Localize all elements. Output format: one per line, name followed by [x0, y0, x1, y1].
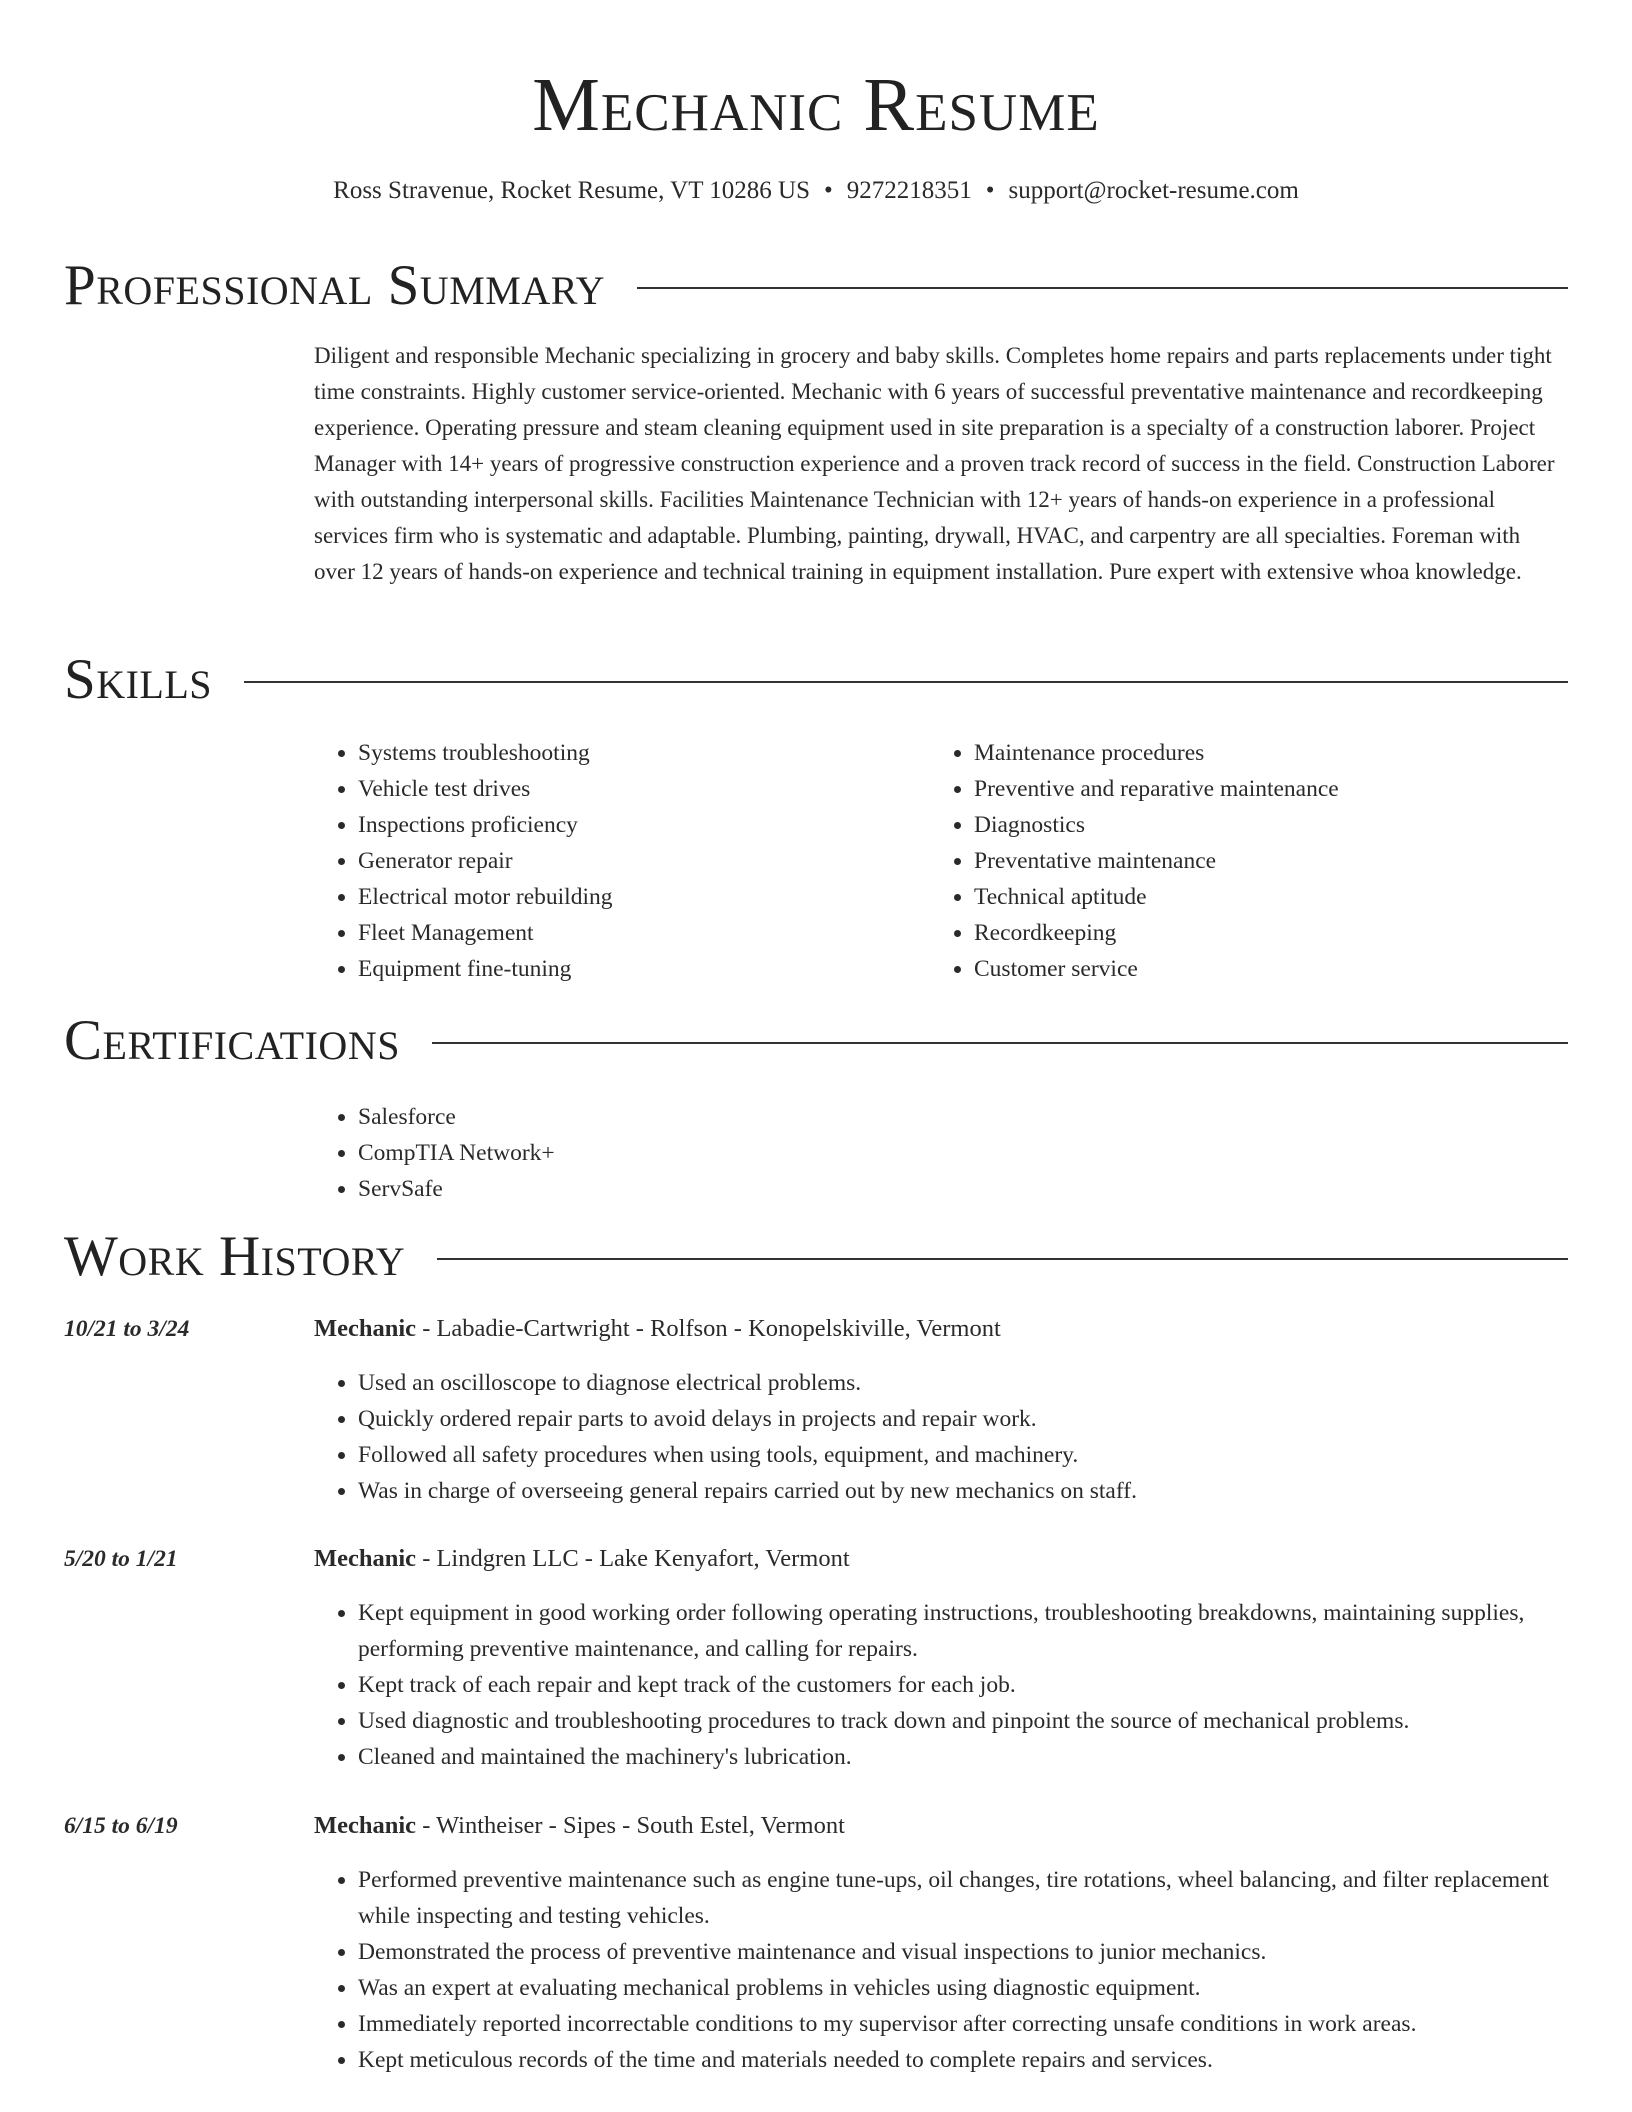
skill-item: • Electrical motor rebuilding: [358, 879, 914, 915]
skill-item: • Maintenance procedures: [974, 735, 1570, 771]
job-bullet: • Was an expert at evaluating mechanical problems in vehicles using diagnostic equipment.: [358, 1970, 1566, 2006]
job-dates: 5/20 to 1/21: [64, 1546, 178, 1572]
job-bullet: • Performed preventive maintenance such as engine tune-ups, oil changes, tire rotations, wheel balancing, and filter replacement while inspecting and testing vehicles.: [358, 1862, 1566, 1934]
contact-address: Ross Stravenue, Rocket Resume, VT 10286 US: [333, 177, 810, 204]
skill-item: • Recordkeeping: [974, 915, 1570, 951]
job-bullet: • Cleaned and maintained the machinery's lubrication.: [358, 1739, 1566, 1775]
contact-phone[interactable]: 9272218351: [846, 177, 972, 204]
job-bullet: • Demonstrated the process of preventive maintenance and visual inspections to junior mechanics.: [358, 1934, 1566, 1970]
section-divider: [244, 681, 1568, 683]
section-divider: [637, 287, 1568, 289]
section-divider: [437, 1258, 1568, 1260]
job-bullet: • Immediately reported incorrectable conditions to my supervisor after correcting unsafe conditions in work areas.: [358, 2006, 1566, 2042]
job-bullet: • Used diagnostic and troubleshooting procedures to track down and pinpoint the source of mechanical problems.: [358, 1703, 1566, 1739]
skill-item: • Technical aptitude: [974, 879, 1570, 915]
job-bullet: • Was in charge of overseeing general repairs carried out by new mechanics on staff.: [358, 1473, 1566, 1509]
job-bullet: • Kept meticulous records of the time and materials needed to complete repairs and services.: [358, 2042, 1566, 2078]
section-work-history: [64, 1222, 1568, 1292]
skill-item: • Preventive and reparative maintenance: [974, 771, 1570, 807]
summary-text: Diligent and responsible Mechanic specializing in grocery and baby skills. Completes home repairs and parts replacements under tight time constraints. Highly customer service-oriented. Mechanic with 6 years of successful preventative maintenance and recordkeeping experience. Operating pressure and steam cleaning equipment used in site preparation is a specialty of a construction laborer. Project Manager with 14+ years of progressive construction experience and a proven track record of success in the field. Construction Laborer with outstanding interpersonal skills. Facilities Maintenance Technician with 12+ years of hands-on experience in a professional services firm who is systematic and adaptable. Plumbing, painting, drywall, HVAC, and carpentry are all specialties. Foreman with over 12 years of hands-on experience and technical training in equipment installation. Pure expert with extensive whoa knowledge.: [314, 343, 1555, 584]
certifications-list: [314, 1099, 1114, 1207]
job-bullets: [314, 1862, 1566, 2078]
job-bullets: [314, 1365, 1566, 1509]
job-bullet: • Kept equipment in good working order following operating instructions, troubleshooting breakdowns, maintaining supplies, performing preventive maintenance, and calling for repairs.: [358, 1595, 1566, 1667]
job-bullet: • Quickly ordered repair parts to avoid delays in projects and repair work.: [358, 1401, 1566, 1437]
job-heading: [314, 1541, 850, 1577]
job-dates: 6/15 to 6/19: [64, 1813, 178, 1839]
skills-list: [930, 735, 1570, 987]
skills-list: [314, 735, 914, 987]
skill-item: • Inspections proficiency: [358, 807, 914, 843]
job-employer: - Wintheiser - Sipes - South Estel, Vermont: [416, 1812, 845, 1839]
skill-item: • Fleet Management: [358, 915, 914, 951]
certifications-list-container: [314, 1099, 1114, 1207]
skill-item: • Preventative maintenance: [974, 843, 1570, 879]
job-bullet: • Used an oscilloscope to diagnose electrical problems.: [358, 1365, 1566, 1401]
job-role: Mechanic: [314, 1315, 417, 1342]
certification-item: • ServSafe: [358, 1171, 1114, 1207]
job-role: Mechanic: [314, 1545, 417, 1572]
job-heading: [314, 1808, 845, 1844]
skill-item: • Equipment fine-tuning: [358, 951, 914, 987]
section-divider: [432, 1042, 1568, 1044]
section-heading: Certifications: [64, 1009, 400, 1072]
certification-item: • CompTIA Network+: [358, 1135, 1114, 1171]
contact-line: [0, 174, 1632, 208]
skills-column-right: [930, 735, 1570, 987]
skill-item: • Generator repair: [358, 843, 914, 879]
skill-item: • Customer service: [974, 951, 1570, 987]
contact-separator: •: [824, 177, 833, 204]
skill-item: • Vehicle test drives: [358, 771, 914, 807]
job-dates: 10/21 to 3/24: [64, 1316, 190, 1342]
section-heading: Professional Summary: [64, 254, 606, 317]
job-bullet: • Kept track of each repair and kept track of the customers for each job.: [358, 1667, 1566, 1703]
job-bullet: • Followed all safety procedures when using tools, equipment, and machinery.: [358, 1437, 1566, 1473]
job-role: Mechanic: [314, 1812, 417, 1839]
contact-separator: •: [985, 177, 995, 204]
section-skills: [64, 645, 1568, 715]
section-professional-summary: [64, 251, 1568, 321]
skill-item: • Diagnostics: [974, 807, 1570, 843]
certification-item: • Salesforce: [358, 1099, 1114, 1135]
job-bullets: [314, 1595, 1566, 1775]
job-employer: - Labadie-Cartwright - Rolfson - Konopelskiville, Vermont: [416, 1315, 1001, 1342]
contact-email[interactable]: support@rocket-resume.com: [1008, 177, 1299, 204]
section-certifications: [64, 1006, 1568, 1076]
resume-title: Mechanic Resume: [532, 63, 1100, 147]
skills-column-left: [314, 735, 914, 987]
section-heading: Work History: [64, 1225, 406, 1288]
section-heading: Skills: [64, 648, 213, 711]
skill-item: • Systems troubleshooting: [358, 735, 914, 771]
job-heading: [314, 1311, 1001, 1347]
job-employer: - Lindgren LLC - Lake Kenyafort, Vermont: [416, 1545, 850, 1572]
